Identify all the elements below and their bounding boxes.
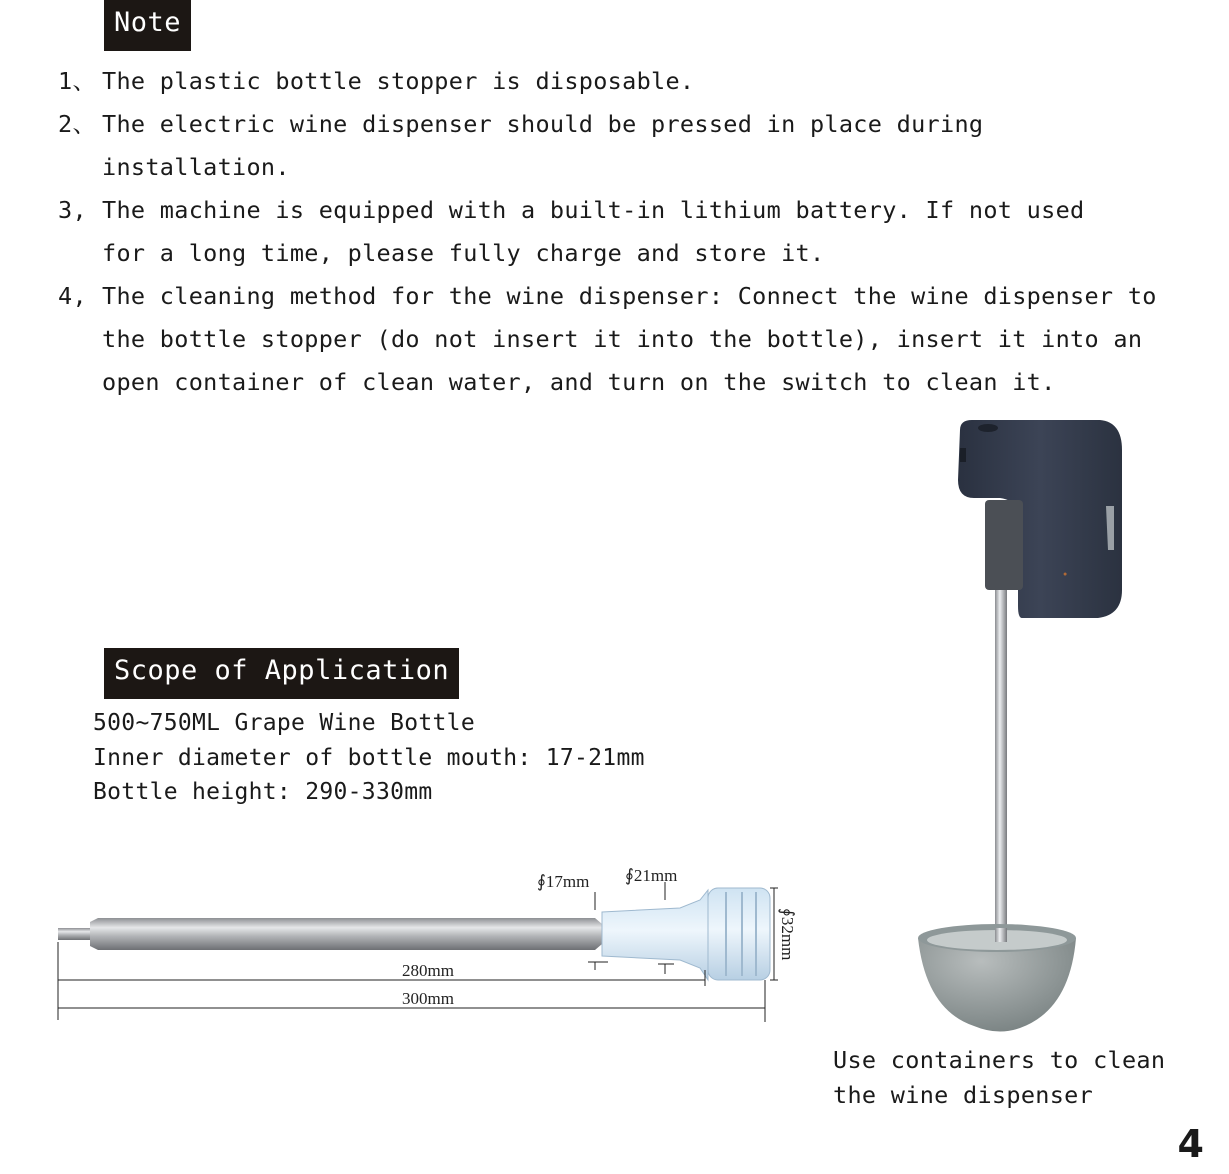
- note-item-text: The electric wine dispenser should be pressed in place during installation.: [102, 110, 984, 181]
- note-item-number: 3,: [58, 196, 87, 224]
- metal-tube: [58, 918, 602, 950]
- dispenser-body: [958, 420, 1122, 618]
- scope-line-capacity: 500~750ML Grape Wine Bottle: [93, 710, 475, 736]
- note-item-1: [58, 60, 1178, 103]
- note-heading: Note: [104, 0, 191, 51]
- scope-line-bottle-height: Bottle height: 290-330mm: [93, 779, 433, 805]
- note-item-number: 4,: [58, 282, 87, 310]
- water-bowl: [918, 924, 1076, 1032]
- note-item-number: 2、: [58, 110, 97, 138]
- cleaning-caption: [833, 1043, 1165, 1113]
- length-300mm-label: 300mm: [402, 989, 454, 1008]
- dim-32mm-label: ∮32mm: [778, 908, 797, 961]
- scope-lines: [93, 706, 645, 810]
- note-item-number: 1、: [58, 67, 97, 95]
- note-item-text: The cleaning method for the wine dispenser: Connect the wine dispenser to the bottle stopper (do not insert it into the bottle), insert it into an open container of clean water, and turn on the switch to clean it.: [102, 282, 1157, 396]
- dim-21mm-label: ∮21mm: [625, 866, 678, 885]
- dim-17mm-label: ∮17mm: [537, 872, 590, 891]
- bottle-stopper: [602, 888, 770, 980]
- length-280mm-label: 280mm: [402, 961, 454, 980]
- note-list: [58, 60, 1178, 404]
- note-item-4: [58, 275, 1158, 404]
- dispenser-tube: [995, 590, 1007, 960]
- note-item-text: The machine is equipped with a built-in lithium battery. If not used for a long time, please fully charge and store it.: [102, 196, 1085, 267]
- scope-heading: Scope of Application: [104, 648, 459, 699]
- dispenser-cleaning-illustration: [900, 410, 1140, 1040]
- page-number: 4: [1177, 1122, 1204, 1166]
- scope-line-mouth-diameter: Inner diameter of bottle mouth: 17-21mm: [93, 744, 645, 771]
- note-item-3: [58, 189, 1088, 275]
- svg-text:●: ●: [1063, 571, 1068, 578]
- note-item-2: [58, 103, 1018, 189]
- stopper-dimension-diagram: [40, 850, 800, 1030]
- caption-line-2: the wine dispenser: [833, 1081, 1094, 1109]
- caption-line-1: Use containers to clean: [833, 1046, 1166, 1074]
- note-item-text: The plastic bottle stopper is disposable.: [102, 67, 695, 95]
